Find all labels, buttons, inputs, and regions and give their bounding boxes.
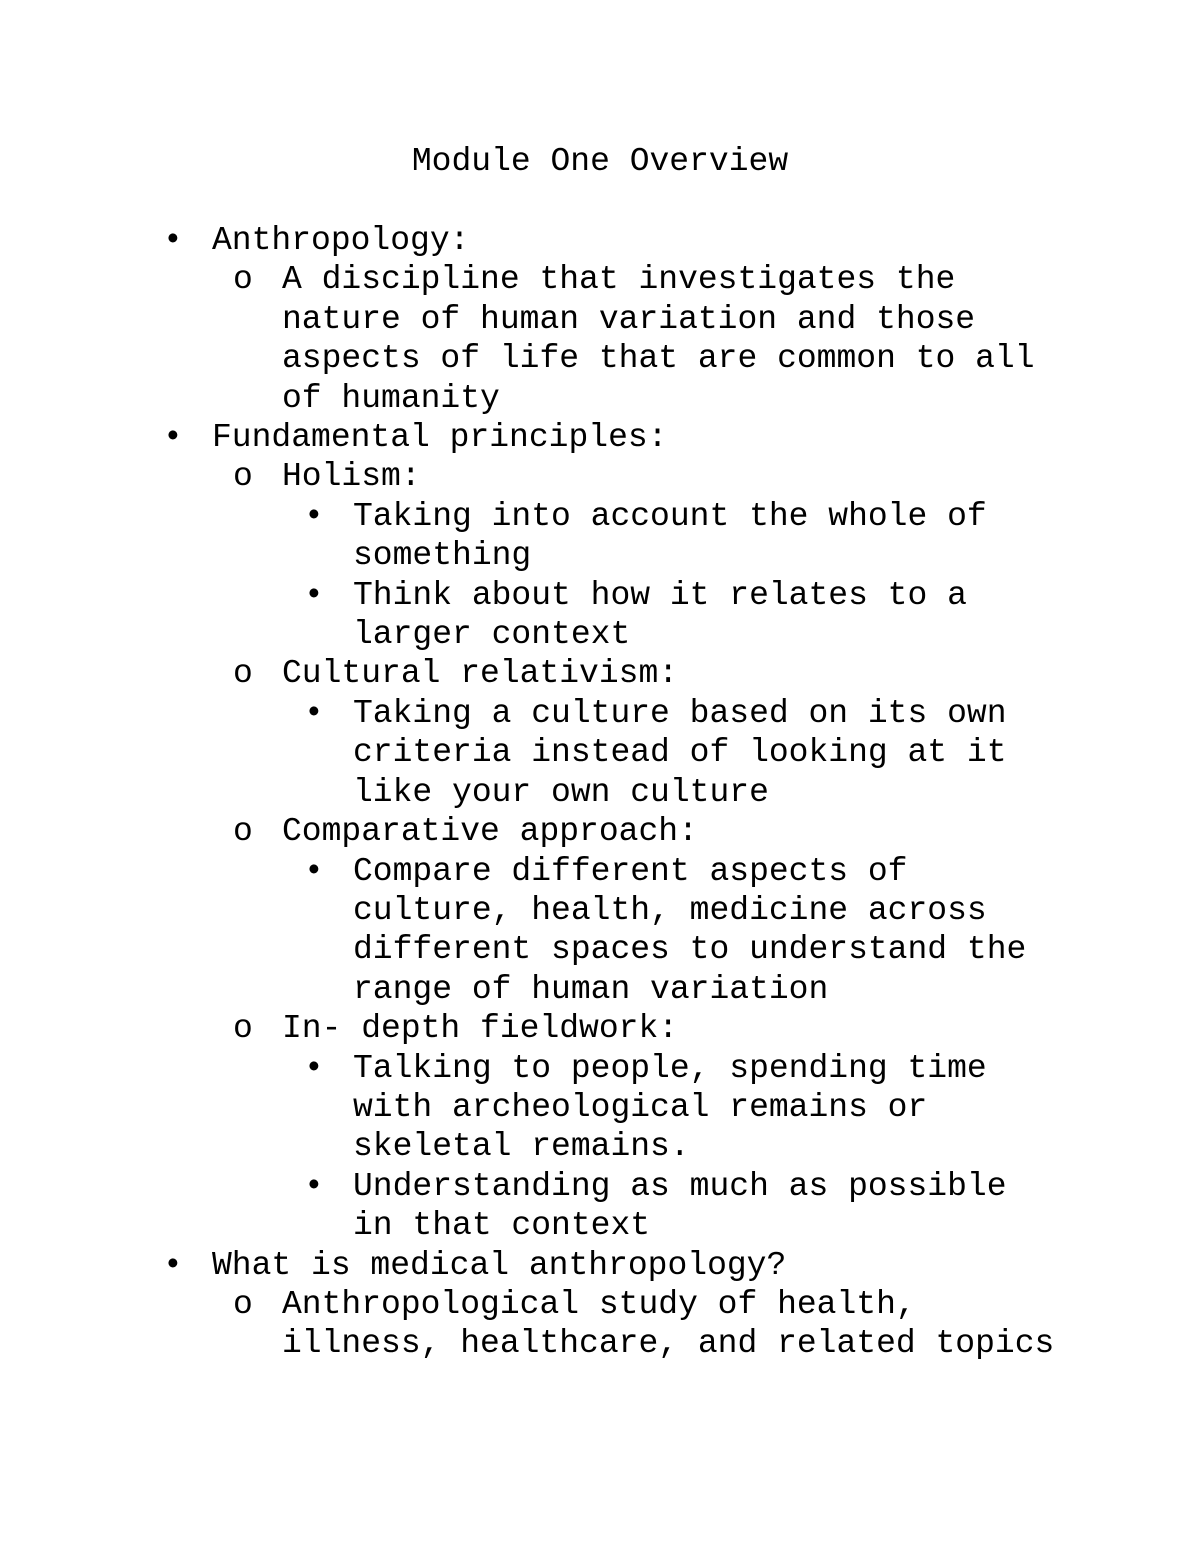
detail-comparative-approach-1 bbox=[0, 852, 1200, 1010]
circle-bullet-icon: o bbox=[233, 1285, 253, 1323]
detail-holism-2 bbox=[0, 576, 1200, 655]
detail-fieldwork-1 bbox=[0, 1049, 1200, 1167]
bullet-icon bbox=[163, 1246, 183, 1285]
section-heading: Fundamental principles: bbox=[212, 419, 668, 457]
bullet-icon bbox=[304, 694, 324, 733]
bullet-icon bbox=[304, 576, 324, 615]
detail-text: Talking to people, spending time with archeological remains or skeletal remains. bbox=[353, 1049, 987, 1166]
point-cultural-relativism bbox=[0, 654, 1200, 693]
circle-bullet-icon: o bbox=[233, 813, 253, 851]
bullet-icon bbox=[304, 1167, 324, 1206]
point-text: Comparative approach: bbox=[282, 813, 698, 851]
point-comparative-approach bbox=[0, 812, 1200, 851]
outline-list bbox=[0, 221, 1200, 1364]
circle-bullet-icon: o bbox=[233, 655, 253, 693]
point-text: Anthropological study of health, illness, healthcare, and related topics bbox=[282, 1285, 1055, 1363]
point-text: In- depth fieldwork: bbox=[282, 1010, 679, 1048]
point-text: Holism: bbox=[282, 458, 421, 496]
section-fundamental-principles bbox=[0, 418, 1200, 457]
point-discipline bbox=[0, 260, 1200, 418]
circle-bullet-icon: o bbox=[233, 1010, 253, 1048]
detail-text: Understanding as much as possible in that context bbox=[353, 1167, 1007, 1245]
detail-text: Compare different aspects of culture, health, medicine across different spaces to understand the range of human variation bbox=[353, 852, 1027, 1008]
bullet-icon bbox=[304, 497, 324, 536]
bullet-icon bbox=[304, 1049, 324, 1088]
detail-text: Think about how it relates to a larger context bbox=[353, 576, 967, 654]
point-medical-anthropology-definition bbox=[0, 1285, 1200, 1364]
point-holism bbox=[0, 457, 1200, 496]
detail-fieldwork-2 bbox=[0, 1167, 1200, 1246]
section-anthropology bbox=[0, 221, 1200, 260]
detail-text: Taking a culture based on its own criteria instead of looking at it like your own culture bbox=[353, 694, 1007, 811]
page-title: Module One Overview bbox=[411, 143, 789, 180]
section-medical-anthropology bbox=[0, 1246, 1200, 1285]
point-in-depth-fieldwork bbox=[0, 1009, 1200, 1048]
circle-bullet-icon: o bbox=[233, 458, 253, 496]
circle-bullet-icon: o bbox=[233, 261, 253, 299]
detail-holism-1 bbox=[0, 497, 1200, 576]
point-text: A discipline that investigates the nature of human variation and those aspects of life that are common to all of humanity bbox=[282, 261, 1035, 417]
section-heading: What is medical anthropology? bbox=[212, 1246, 787, 1284]
section-heading: Anthropology: bbox=[212, 222, 470, 259]
detail-text: Taking into account the whole of something bbox=[353, 497, 987, 575]
bullet-icon bbox=[163, 221, 183, 260]
bullet-icon bbox=[304, 852, 324, 891]
detail-cultural-relativism-1 bbox=[0, 694, 1200, 812]
bullet-icon bbox=[163, 418, 183, 457]
point-text: Cultural relativism: bbox=[282, 655, 679, 693]
